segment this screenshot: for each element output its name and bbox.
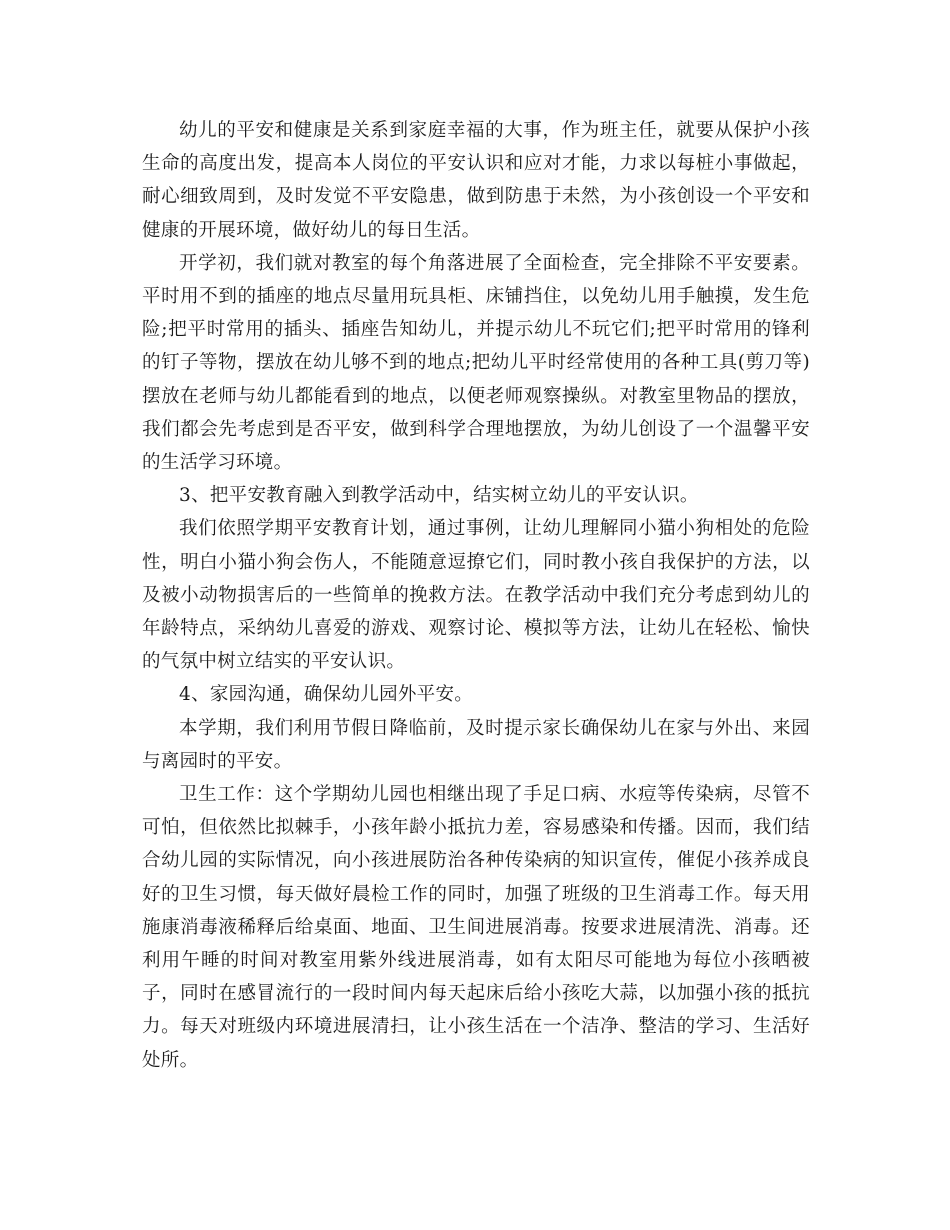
paragraph-parent-communication: 本学期，我们利用节假日降临前，及时提示家长确保幼儿在家与外出、来园与离园时的平安。 <box>142 717 810 772</box>
paragraph-heading-4: 4、家园沟通，确保幼儿园外平安。 <box>179 684 474 706</box>
document-body <box>142 114 810 1077</box>
paragraph-heading-3: 3、把平安教育融入到教学活动中，结实树立幼儿的平安认识。 <box>179 485 699 507</box>
paragraph-intro: 幼儿的平安和健康是关系到家庭幸福的大事，作为班主任，就要从保护小孩生命的高度出发，提高本人岗位的平安认识和应对才能，力求以每桩小事做起，耐心细致周到，及时发觉不平安隐患，做到防患于未然，为小孩创设一个平安和健康的开展环境，做好幼儿的每日生活。 <box>142 120 810 241</box>
paragraph-hygiene-work: 卫生工作：这个学期幼儿园也相继出现了手足口病、水痘等传染病，尽管不可怕，但依然比拟棘手，小孩年龄小抵抗力差，容易感染和传播。因而，我们结合幼儿园的实际情况，向小孩进展防治各种传染病的知识宣传，催促小孩养成良好的卫生习惯，每天做好晨检工作的同时，加强了班级的卫生消毒工作。每天用施康消毒液稀释后给桌面、地面、卫生间进展消毒。按要求进展清洗、消毒。还利用午睡的时间对教室用紫外线进展消毒，如有太阳尽可能地为每位小孩晒被子，同时在感冒流行的一段时间内每天起床后给小孩吃大蒜，以加强小孩的抵抗力。每天对班级内环境进展清扫，让小孩生活在一个洁净、整洁的学习、生活好处所。 <box>142 784 810 1071</box>
paragraph-classroom-check: 开学初，我们就对教室的每个角落进展了全面检查，完全排除不平安要素。平时用不到的插座的地点尽量用玩具柜、床铺挡住，以免幼儿用手触摸，发生危险;把平时常用的插头、插座告知幼儿，并提示幼儿不玩它们;把平时常用的锋利的钉子等物，摆放在幼儿够不到的地点;把幼儿平时经常使用的各种工具(剪刀等)摆放在老师与幼儿都能看到的地点，以便老师观察操纵。对教室里物品的摆放，我们都会先考虑到是否平安，做到科学合理地摆放，为幼儿创设了一个温馨平安的生活学习环境。 <box>142 252 810 474</box>
paragraph-safety-education: 我们依照学期平安教育计划，通过事例，让幼儿理解同小猫小狗相处的危险性，明白小猫小狗会伤人，不能随意逗撩它们，同时教小孩自我保护的方法，以及被小动物损害后的一些简单的挽救方法。在教学活动中我们充分考虑到幼儿的年龄特点，采纳幼儿喜爱的游戏、观察讨论、模拟等方法，让幼儿在轻松、愉快的气氛中树立结实的平安认识。 <box>142 518 810 673</box>
